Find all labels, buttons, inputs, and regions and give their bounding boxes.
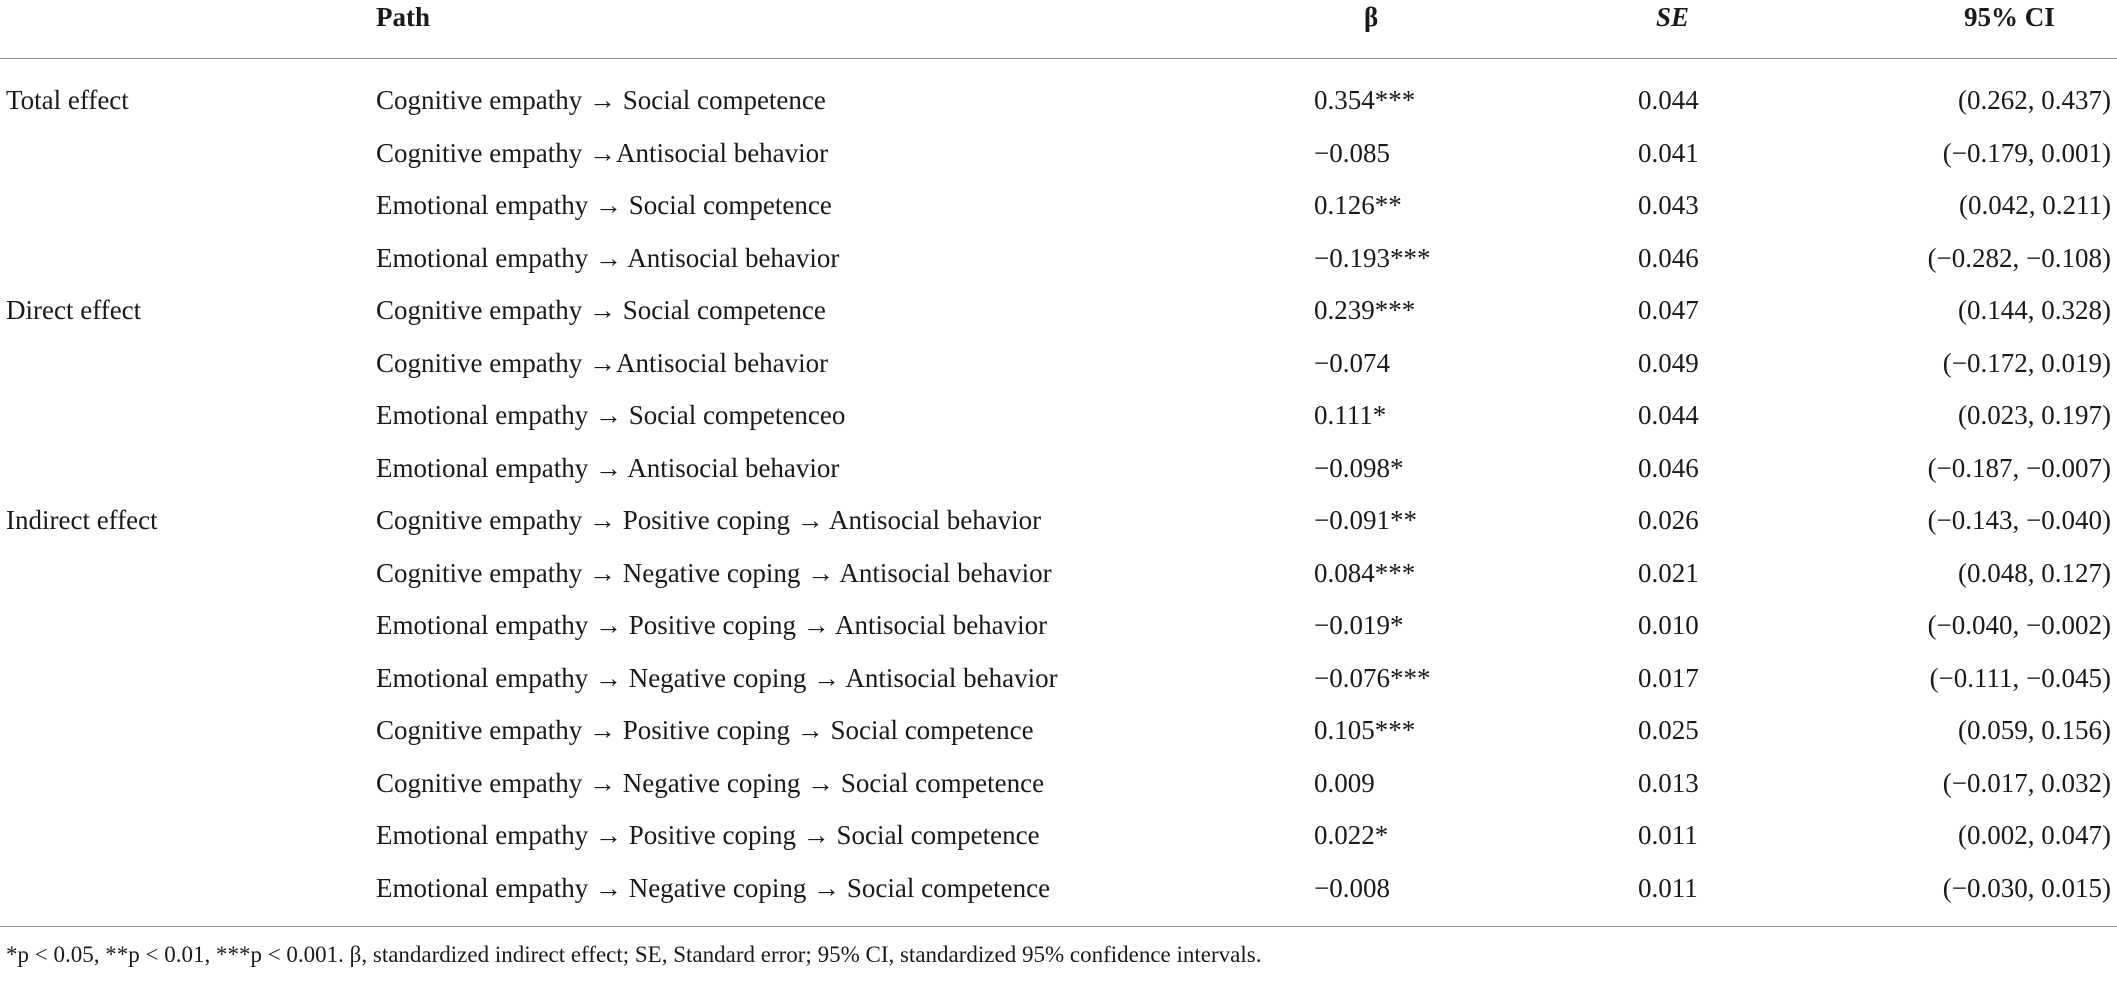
- table-row: [0, 338, 2117, 391]
- beta-cell: 0.126**: [1314, 190, 1402, 220]
- ci-cell: (−0.017, 0.032): [1942, 767, 2111, 798]
- ci-cell: (0.262, 0.437): [1958, 85, 2111, 115]
- ci-cell: (0.144, 0.328): [1958, 295, 2111, 325]
- beta-cell: −0.008: [1314, 872, 1390, 903]
- table-row: [0, 810, 2117, 863]
- path-cell: Cognitive empathy → Negative coping → Antisocial behavior: [376, 557, 1052, 588]
- ci-cell: (0.059, 0.156): [1958, 715, 2111, 745]
- beta-cell: 0.354***: [1314, 85, 1416, 115]
- header-se: SE: [1656, 2, 1690, 32]
- path-cell: Emotional empathy → Antisocial behavior: [376, 242, 840, 273]
- beta-cell: −0.193***: [1314, 242, 1431, 273]
- ci-cell: (0.002, 0.047): [1958, 820, 2111, 850]
- ci-cell: (0.042, 0.211): [1959, 190, 2111, 220]
- table-row: [0, 180, 2117, 233]
- se-cell: 0.026: [1638, 505, 1699, 535]
- group-label: Indirect effect: [6, 505, 158, 535]
- ci-cell: (−0.172, 0.019): [1942, 347, 2111, 378]
- beta-cell: −0.074: [1314, 347, 1390, 378]
- table-row: [0, 653, 2117, 706]
- beta-cell: 0.239***: [1314, 295, 1416, 325]
- beta-cell: 0.084***: [1314, 557, 1416, 588]
- path-cell: Emotional empathy → Positive coping → Social competence: [376, 820, 1040, 850]
- path-cell: Cognitive empathy → Social competence: [376, 295, 826, 325]
- beta-cell: −0.085: [1314, 137, 1390, 168]
- path-cell: Emotional empathy → Social competence: [376, 190, 832, 220]
- beta-cell: 0.009: [1314, 767, 1375, 798]
- table-row: [0, 495, 2117, 548]
- path-cell: Cognitive empathy → Positive coping → Social competence: [376, 715, 1034, 745]
- path-cell: Emotional empathy → Positive coping → Antisocial behavior: [376, 610, 1048, 640]
- beta-cell: −0.091**: [1314, 505, 1417, 535]
- table-row: [0, 863, 2117, 916]
- se-cell: 0.011: [1638, 872, 1698, 903]
- se-cell: 0.044: [1638, 400, 1699, 430]
- path-cell: Emotional empathy → Antisocial behavior: [376, 452, 840, 483]
- header-path: Path: [376, 2, 430, 32]
- se-cell: 0.046: [1638, 242, 1699, 273]
- se-cell: 0.025: [1638, 715, 1699, 745]
- header-ci: 95% CI: [1964, 2, 2055, 32]
- se-cell: 0.049: [1638, 347, 1699, 378]
- ci-cell: (−0.040, −0.002): [1927, 610, 2111, 640]
- path-cell: Cognitive empathy →Antisocial behavior: [376, 347, 829, 378]
- se-cell: 0.010: [1638, 610, 1699, 640]
- se-cell: 0.046: [1638, 452, 1699, 483]
- path-cell: Cognitive empathy → Positive coping → Antisocial behavior: [376, 505, 1042, 535]
- beta-cell: 0.111*: [1314, 400, 1387, 430]
- footnote-divider: [0, 926, 2117, 927]
- table-row: [0, 600, 2117, 653]
- ci-cell: (−0.143, −0.040): [1927, 505, 2111, 535]
- beta-cell: 0.022*: [1314, 820, 1389, 850]
- table-row: [0, 75, 2117, 128]
- se-cell: 0.021: [1638, 557, 1699, 588]
- ci-cell: (−0.030, 0.015): [1942, 872, 2111, 903]
- ci-cell: (−0.111, −0.045): [1929, 662, 2111, 693]
- table-row: [0, 705, 2117, 758]
- table-row: [0, 443, 2117, 496]
- ci-cell: (0.023, 0.197): [1958, 400, 2111, 430]
- path-cell: Emotional empathy → Negative coping → Social competence: [376, 872, 1051, 903]
- table-body: [0, 58, 2117, 915]
- table-row: [0, 233, 2117, 286]
- se-cell: 0.043: [1638, 190, 1699, 220]
- beta-cell: 0.105***: [1314, 715, 1416, 745]
- path-cell: Emotional empathy → Negative coping → Antisocial behavior: [376, 662, 1058, 693]
- beta-cell: −0.019*: [1314, 610, 1404, 640]
- group-label: Total effect: [6, 85, 129, 115]
- path-cell: Cognitive empathy →Antisocial behavior: [376, 137, 829, 168]
- se-cell: 0.041: [1638, 137, 1699, 168]
- beta-cell: −0.098*: [1314, 452, 1404, 483]
- table-footnote: *p < 0.05, **p < 0.01, ***p < 0.001. β, standardized indirect effect; SE, Standard error; 95% CI, standardized 95% confidence intervals.: [6, 942, 1262, 967]
- se-cell: 0.011: [1638, 820, 1698, 850]
- path-cell: Emotional empathy → Social competenceo: [376, 400, 846, 430]
- beta-cell: −0.076***: [1314, 662, 1431, 693]
- table-row: [0, 390, 2117, 443]
- header-beta: β: [1364, 2, 1379, 32]
- ci-cell: (0.048, 0.127): [1958, 557, 2111, 588]
- se-cell: 0.017: [1638, 662, 1699, 693]
- group-label: Direct effect: [6, 295, 142, 325]
- path-cell: Cognitive empathy → Social competence: [376, 85, 826, 115]
- ci-cell: (−0.187, −0.007): [1927, 452, 2111, 483]
- se-cell: 0.013: [1638, 767, 1699, 798]
- se-cell: 0.044: [1638, 85, 1699, 115]
- ci-cell: (−0.282, −0.108): [1927, 242, 2111, 273]
- ci-cell: (−0.179, 0.001): [1942, 137, 2111, 168]
- se-cell: 0.047: [1638, 295, 1699, 325]
- table-header: [0, 0, 2117, 59]
- table-row: [0, 548, 2117, 601]
- table-row: [0, 128, 2117, 181]
- table-row: [0, 285, 2117, 338]
- table-row: [0, 758, 2117, 811]
- path-cell: Cognitive empathy → Negative coping → Social competence: [376, 767, 1045, 798]
